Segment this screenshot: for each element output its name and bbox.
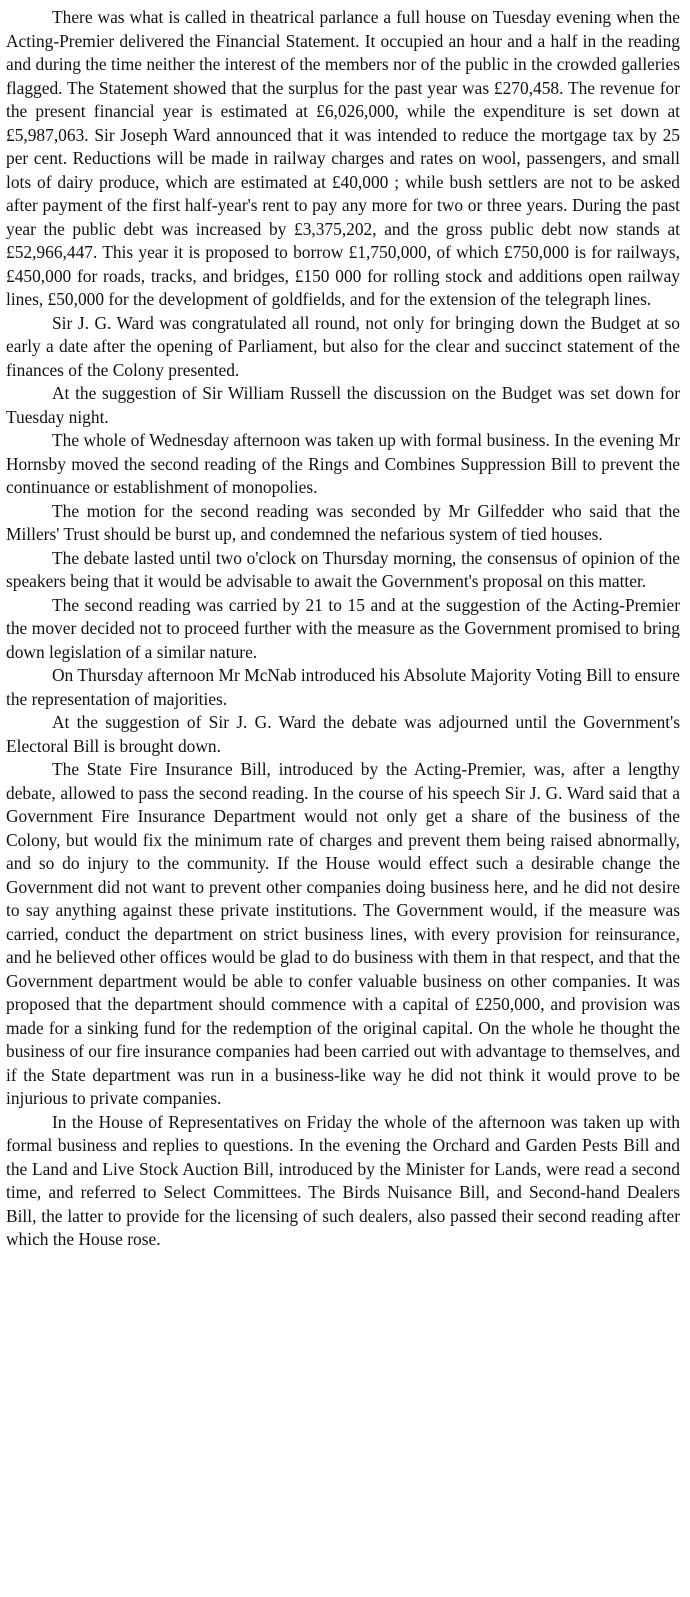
article-paragraph: On Thursday afternoon Mr McNab introduced his Absolute Majority Voting Bill to ensure the representation of majorities.: [6, 665, 680, 709]
article-paragraph: The second reading was carried by 21 to 15 and at the suggestion of the Acting-Premier the mover decided not to proceed further with the measure as the Government promised to bring down legislation of a similar nature.: [6, 594, 680, 662]
article-paragraph: The whole of Wednesday afternoon was taken up with formal business. In the evening Mr Hornsby moved the second reading of the Rings and Combines Suppression Bill to prevent the continuance or establishment of monopolies.: [6, 430, 680, 497]
article-paragraph: At the suggestion of Sir J. G. Ward the debate was adjourned until the Government's Electoral Bill is brought down.: [6, 712, 680, 756]
article-paragraph: The debate lasted until two o'clock on Thursday morning, the consensus of opinion of the speakers being that it would be advisable to await the Government's proposal on this matter.: [6, 547, 680, 591]
article-paragraph: Sir J. G. Ward was congratulated all round, not only for bringing down the Budget at so early a date after the opening of Parliament, but also for the clear and succinct statement of the finances of the Colony presented.: [6, 312, 680, 380]
article-paragraph: There was what is called in theatrical parlance a full house on Tuesday evening when the Acting-Premier delivered the Financial Statement. It occupied an hour and a half in the reading and during the time neither the interest of the members nor of the public in the crowded galleries flagged. The Statement showed that the surplus for the past year was £270,458. The revenue for the present financial year is estimated at £6,026,000, while the expenditure is set down at £5,987,063. Sir Joseph Ward announced that it was intended to reduce the mortgage tax by 25 per cent. Reductions will be made in railway charges and rates on wool, passengers, and small lots of dairy produce, which are estimated at £40,000 ; while bush settlers are not to be asked after payment of the first half-year's rent to pay any more for two or three years. During the past year the public debt was increased by £3,375,202, and the gross public debt now stands at £52,966,447. This year it is proposed to borrow £1,750,000, of which £750,000 is for railways, £450,000 for roads, tracks, and bridges, £150 000 for rolling stock and additions open railway lines, £50,000 for the development of goldfields, and for the extension of the telegraph lines.: [6, 7, 680, 309]
article-paragraph: In the House of Representatives on Friday the whole of the afternoon was taken up with formal business and replies to questions. In the evening the Orchard and Garden Pests Bill and the Land and Live Stock Auction Bill, introduced by the Minister for Lands, were read a second time, and referred to Select Committees. The Birds Nuisance Bill, and Second-hand Dealers Bill, the latter to provide for the licensing of such dealers, also passed their second reading after which the House rose.: [6, 1111, 680, 1249]
article-paragraph: At the suggestion of Sir William Russell the discussion on the Budget was set down for Tuesday night.: [6, 383, 680, 427]
article-column: [6, 6, 680, 1252]
article-paragraph: The motion for the second reading was seconded by Mr Gilfedder who said that the Millers' Trust should be burst up, and condemned the nefarious system of tied houses.: [6, 500, 680, 544]
article-paragraph: The State Fire Insurance Bill, introduced by the Acting-Premier, was, after a lengthy debate, allowed to pass the second reading. In the course of his speech Sir J. G. Ward said that a Government Fire Insurance Department would not only get a share of the business of the Colony, but would fix the minimum rate of charges and prevent them being raised abnormally, and so do injury to the community. If the House would effect such a desirable change the Government did not want to prevent other companies doing business here, and he did not desire to say anything against these private institutions. The Government would, if the measure was carried, conduct the department on strict business lines, with every provision for reinsurance, and he believed other offices would be glad to do business with them in that respect, and that the Government department would be able to confer valuable business on other companies. It was proposed that the department should commence with a capital of £250,000, and provision was made for a sinking fund for the redemption of the original capital. On the whole he thought the business of our fire insurance companies had been carried out with advantage to themselves, and if the State department was run in a business-like way he did not think it would prove to be injurious to private companies.: [6, 759, 680, 1108]
